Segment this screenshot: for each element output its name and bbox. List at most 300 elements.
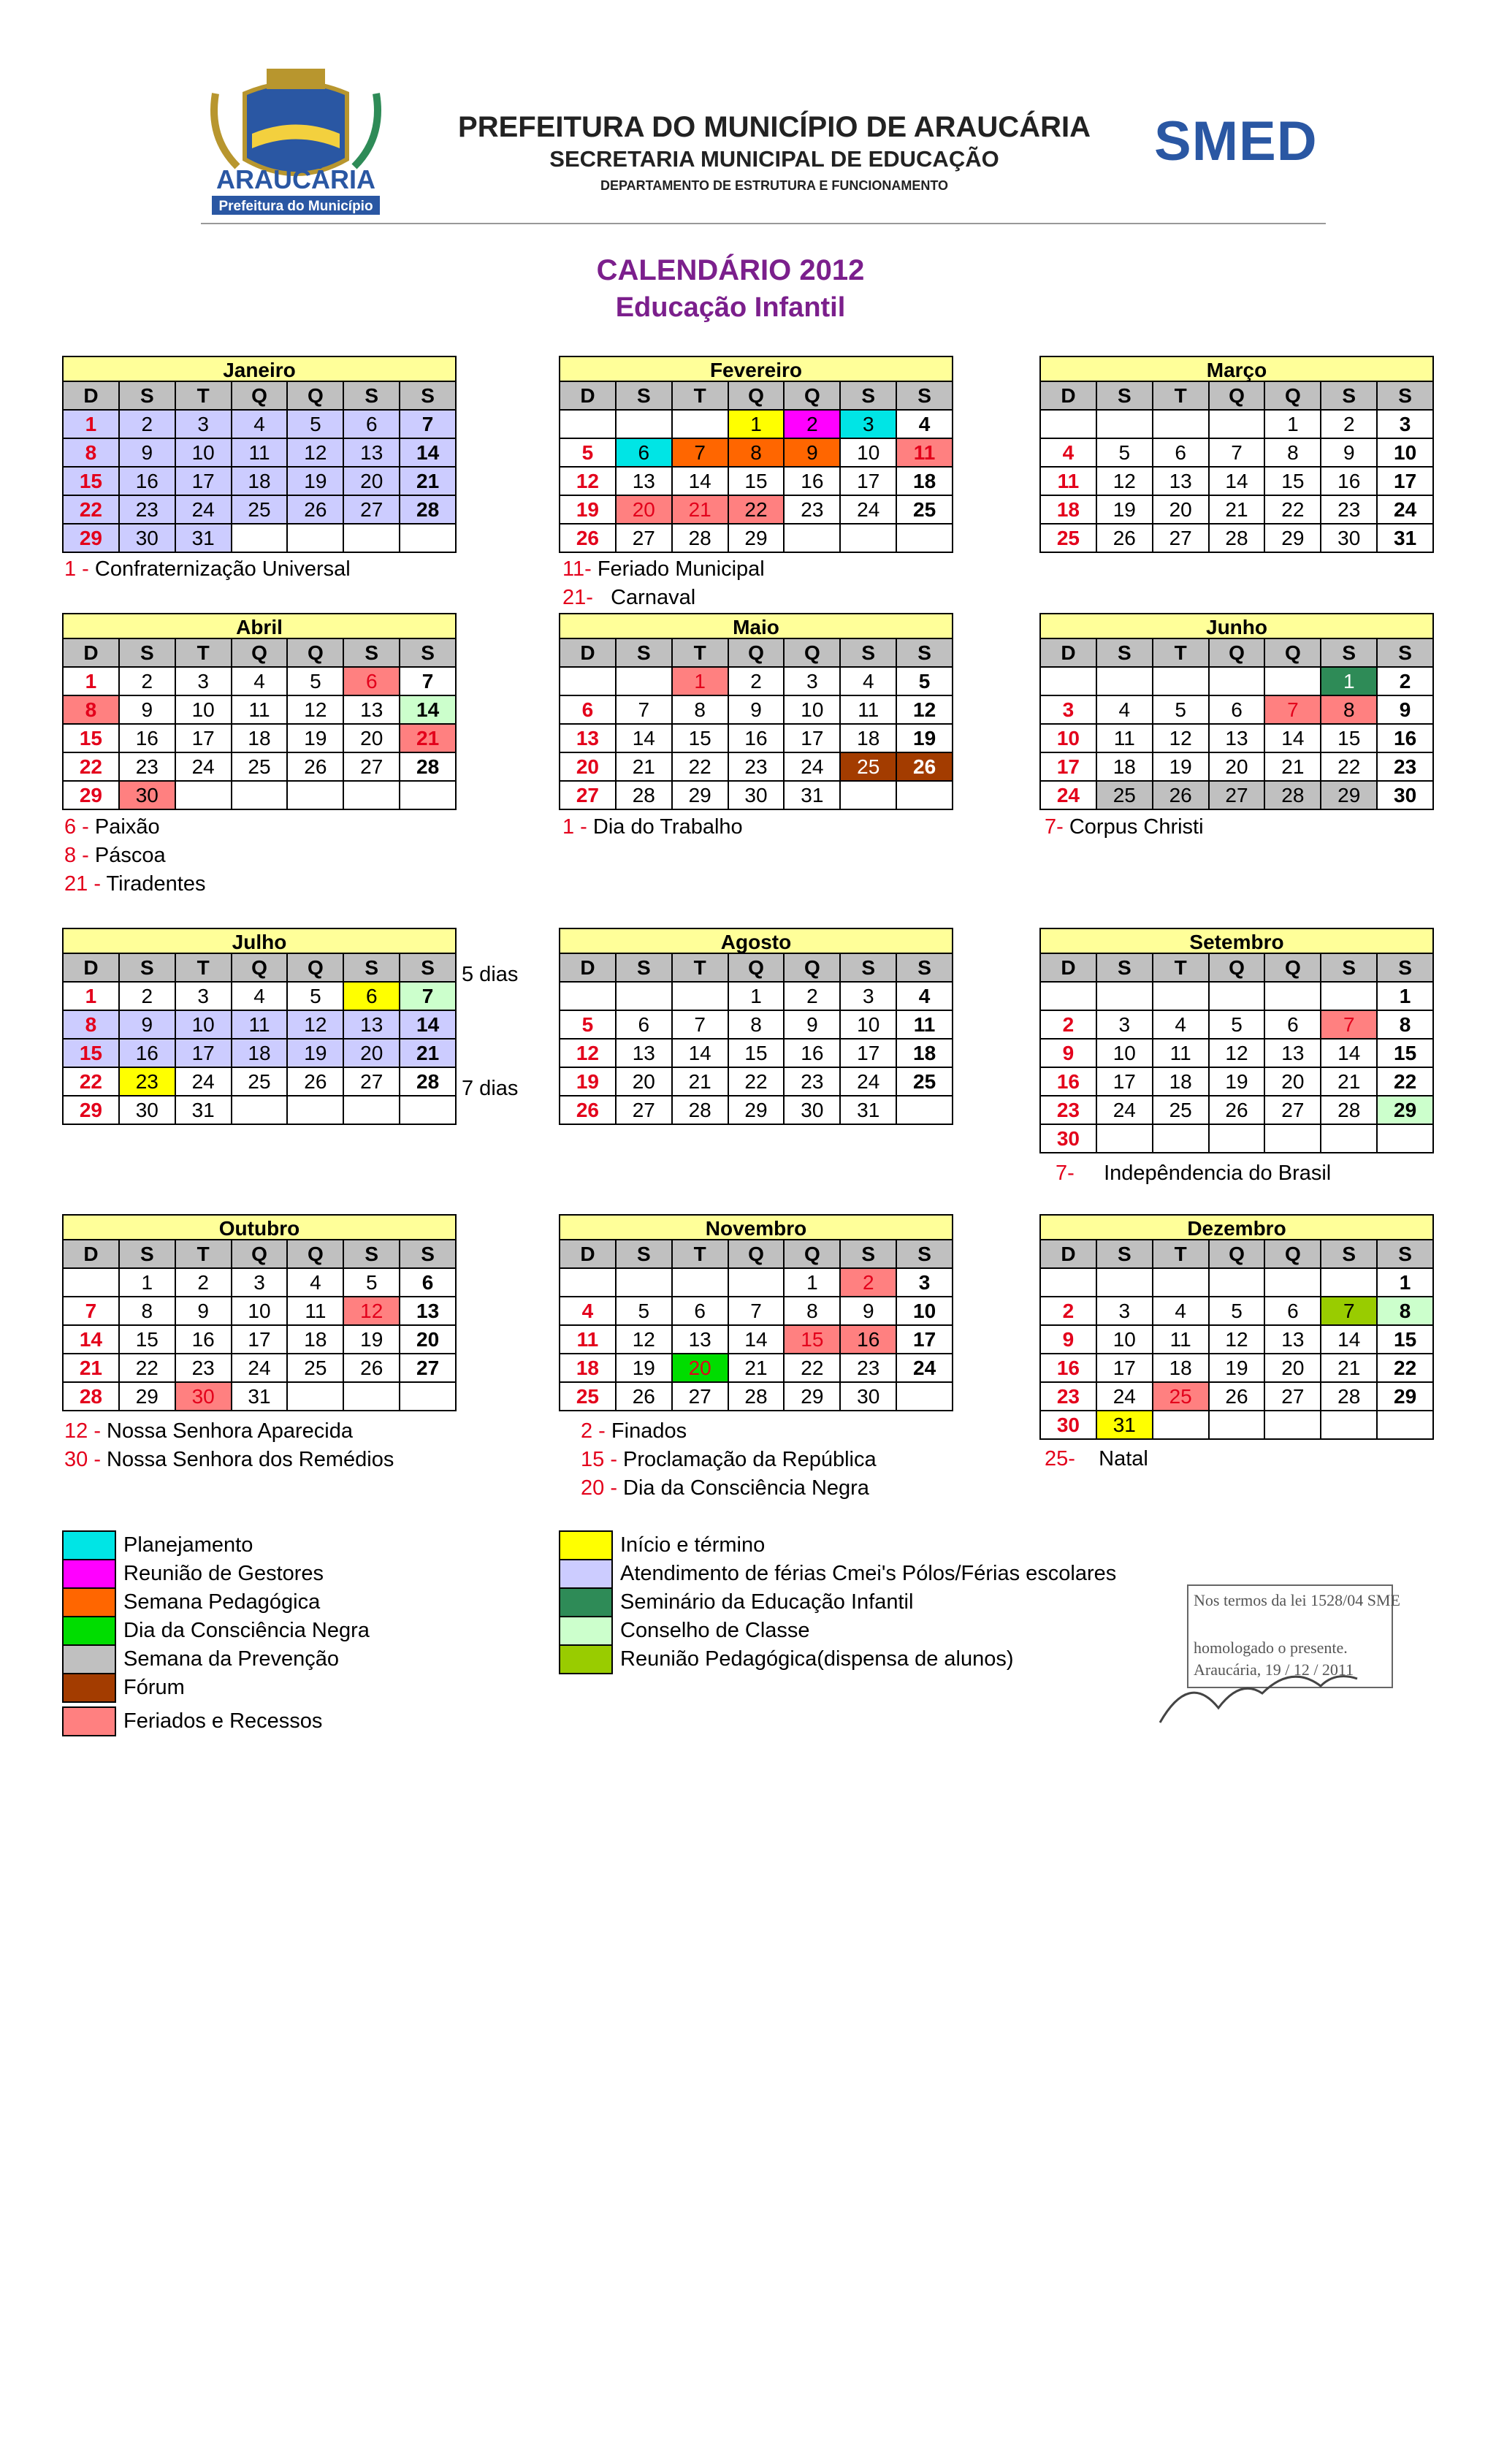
weekday-label: T bbox=[1153, 1240, 1210, 1269]
day-cell: 4 bbox=[1097, 696, 1153, 725]
stamp-line-3: Araucária, 19 / 12 / 2011 bbox=[1194, 1660, 1354, 1679]
legend-item-consciencia bbox=[62, 1616, 370, 1646]
day-cell: 25 bbox=[1041, 525, 1097, 553]
legend-label: Início e término bbox=[620, 1533, 766, 1557]
empty-cell bbox=[841, 782, 897, 810]
day-cell: 13 bbox=[400, 1297, 457, 1326]
month-title: Abril bbox=[62, 613, 457, 639]
day-cell: 21 bbox=[1210, 496, 1266, 525]
day-cell: 14 bbox=[64, 1326, 120, 1354]
notes-setembro bbox=[1056, 1159, 1331, 1188]
day-cell: 21 bbox=[1321, 1354, 1378, 1383]
note-text: Paixão bbox=[94, 815, 160, 839]
note-text: Indepêndencia do Brasil bbox=[1104, 1162, 1332, 1185]
note-line bbox=[562, 555, 765, 584]
day-cell: 29 bbox=[120, 1383, 176, 1411]
day-cell: 4 bbox=[232, 411, 289, 439]
day-cell: 16 bbox=[785, 468, 841, 496]
day-cell: 18 bbox=[288, 1326, 344, 1354]
day-cell: 24 bbox=[785, 753, 841, 782]
empty-cell bbox=[176, 782, 232, 810]
day-cell: 28 bbox=[1321, 1096, 1378, 1125]
day-cell: 12 bbox=[897, 696, 953, 725]
empty-cell bbox=[1265, 668, 1321, 696]
day-cell: 24 bbox=[176, 496, 232, 525]
day-cell: 18 bbox=[897, 1040, 953, 1068]
day-cell: 9 bbox=[729, 696, 785, 725]
legend-swatch bbox=[559, 1559, 613, 1589]
day-cell: 30 bbox=[1041, 1125, 1097, 1153]
day-cell: 6 bbox=[344, 668, 400, 696]
day-cell: 13 bbox=[344, 1011, 400, 1040]
note-date: 1 - bbox=[562, 815, 593, 839]
day-cell: 6 bbox=[560, 696, 617, 725]
empty-cell bbox=[1153, 1269, 1210, 1297]
note-line bbox=[581, 1474, 877, 1503]
empty-cell bbox=[897, 782, 953, 810]
empty-cell bbox=[344, 1383, 400, 1411]
day-cell: 20 bbox=[1265, 1068, 1321, 1096]
empty-cell bbox=[560, 1269, 617, 1297]
weekday-label: T bbox=[176, 382, 232, 411]
day-cell: 14 bbox=[400, 439, 457, 468]
note-date: 20 - bbox=[581, 1476, 624, 1500]
empty-cell bbox=[897, 525, 953, 553]
day-cell: 12 bbox=[344, 1297, 400, 1326]
day-cell: 21 bbox=[1321, 1068, 1378, 1096]
day-cell: 14 bbox=[617, 725, 673, 753]
weekday-label: Q bbox=[785, 954, 841, 983]
day-cell: 20 bbox=[617, 496, 673, 525]
day-cell: 29 bbox=[64, 525, 120, 553]
day-cell: 13 bbox=[344, 439, 400, 468]
day-cell: 19 bbox=[560, 1068, 617, 1096]
day-cell: 11 bbox=[841, 696, 897, 725]
day-cell: 5 bbox=[560, 439, 617, 468]
day-cell: 30 bbox=[1041, 1411, 1097, 1440]
empty-cell bbox=[617, 411, 673, 439]
day-cell: 3 bbox=[176, 411, 232, 439]
weekday-label: S bbox=[1378, 954, 1434, 983]
day-cell: 2 bbox=[176, 1269, 232, 1297]
notes-dezembro bbox=[1045, 1445, 1148, 1473]
day-cell: 16 bbox=[1041, 1068, 1097, 1096]
day-cell: 16 bbox=[120, 1040, 176, 1068]
day-cell: 15 bbox=[64, 1040, 120, 1068]
day-cell: 19 bbox=[897, 725, 953, 753]
empty-cell bbox=[1097, 1269, 1153, 1297]
month-junho bbox=[1039, 613, 1434, 810]
day-cell: 6 bbox=[344, 983, 400, 1011]
weekday-label: Q bbox=[785, 1240, 841, 1269]
day-cell: 20 bbox=[1210, 753, 1266, 782]
day-cell: 2 bbox=[120, 668, 176, 696]
day-cell: 11 bbox=[1153, 1040, 1210, 1068]
day-cell: 28 bbox=[617, 782, 673, 810]
weekday-label: Q bbox=[729, 954, 785, 983]
legend-item-gestores bbox=[62, 1559, 324, 1589]
weekday-label: Q bbox=[232, 1240, 289, 1269]
empty-cell bbox=[1321, 1125, 1378, 1153]
day-cell: 18 bbox=[232, 1040, 289, 1068]
legend-item-seminario bbox=[559, 1587, 913, 1617]
empty-cell bbox=[288, 782, 344, 810]
day-cell: 27 bbox=[673, 1383, 729, 1411]
weekday-label: T bbox=[673, 639, 729, 668]
day-cell: 1 bbox=[1378, 983, 1434, 1011]
weekday-label: Q bbox=[1265, 382, 1321, 411]
weekday-label: S bbox=[1097, 382, 1153, 411]
day-cell: 17 bbox=[897, 1326, 953, 1354]
day-cell: 24 bbox=[1097, 1096, 1153, 1125]
day-cell: 25 bbox=[232, 496, 289, 525]
day-cell: 31 bbox=[841, 1096, 897, 1125]
weekday-label: S bbox=[897, 639, 953, 668]
legend-item-reuniao bbox=[559, 1644, 1014, 1674]
empty-cell bbox=[1153, 1411, 1210, 1440]
day-cell: 15 bbox=[1378, 1040, 1434, 1068]
empty-cell bbox=[1321, 1411, 1378, 1440]
weekday-label: T bbox=[1153, 639, 1210, 668]
legend-label: Reunião Pedagógica(dispensa de alunos) bbox=[620, 1647, 1014, 1671]
day-cell: 21 bbox=[729, 1354, 785, 1383]
note-text: Finados bbox=[611, 1419, 687, 1443]
empty-cell bbox=[64, 1269, 120, 1297]
weekday-label: Q bbox=[729, 1240, 785, 1269]
month-title: Dezembro bbox=[1039, 1214, 1434, 1240]
note-line bbox=[64, 842, 205, 870]
day-cell: 7 bbox=[617, 696, 673, 725]
day-cell: 25 bbox=[232, 753, 289, 782]
day-cell: 22 bbox=[729, 1068, 785, 1096]
legend-swatch bbox=[559, 1644, 613, 1674]
month-março bbox=[1039, 356, 1434, 553]
day-cell: 1 bbox=[673, 668, 729, 696]
weekday-label: S bbox=[1378, 1240, 1434, 1269]
note-line bbox=[64, 1417, 394, 1446]
day-cell: 20 bbox=[560, 753, 617, 782]
day-cell: 13 bbox=[673, 1326, 729, 1354]
day-cell: 12 bbox=[1210, 1326, 1266, 1354]
day-cell: 17 bbox=[785, 725, 841, 753]
weekday-label: S bbox=[897, 1240, 953, 1269]
day-cell: 19 bbox=[1210, 1354, 1266, 1383]
day-cell: 13 bbox=[617, 1040, 673, 1068]
day-cell: 29 bbox=[1378, 1096, 1434, 1125]
weekday-label: S bbox=[1097, 639, 1153, 668]
day-cell: 10 bbox=[232, 1297, 289, 1326]
day-cell: 10 bbox=[1097, 1326, 1153, 1354]
weekday-label: Q bbox=[288, 382, 344, 411]
day-cell: 6 bbox=[673, 1297, 729, 1326]
note-text: Feriado Municipal bbox=[597, 557, 765, 581]
empty-cell bbox=[560, 983, 617, 1011]
day-cell: 12 bbox=[1153, 725, 1210, 753]
empty-cell bbox=[1041, 983, 1097, 1011]
day-cell: 18 bbox=[1041, 496, 1097, 525]
note-line bbox=[64, 870, 205, 899]
title-line-2: Educação Infantil bbox=[615, 292, 846, 323]
day-cell: 8 bbox=[785, 1297, 841, 1326]
month-outubro bbox=[62, 1214, 457, 1411]
day-cell: 2 bbox=[120, 983, 176, 1011]
day-cell: 8 bbox=[1378, 1297, 1434, 1326]
day-cell: 26 bbox=[1210, 1383, 1266, 1411]
logo-name: ARAUCÁRIA bbox=[216, 164, 375, 194]
day-cell: 29 bbox=[1265, 525, 1321, 553]
day-cell: 24 bbox=[841, 1068, 897, 1096]
note-text: Nossa Senhora dos Remédios bbox=[107, 1448, 394, 1471]
day-cell: 25 bbox=[560, 1383, 617, 1411]
empty-cell bbox=[1097, 411, 1153, 439]
day-cell: 3 bbox=[1378, 411, 1434, 439]
month-title: Novembro bbox=[559, 1214, 953, 1240]
notes-abril bbox=[64, 813, 205, 899]
day-cell: 15 bbox=[1378, 1326, 1434, 1354]
note-text: Proclamação da República bbox=[623, 1448, 877, 1471]
empty-cell bbox=[400, 525, 457, 553]
day-cell: 13 bbox=[560, 725, 617, 753]
day-cell: 19 bbox=[288, 1040, 344, 1068]
legend-item-prevencao bbox=[62, 1644, 339, 1674]
empty-cell bbox=[1097, 1125, 1153, 1153]
empty-cell bbox=[897, 1383, 953, 1411]
empty-cell bbox=[1041, 1269, 1097, 1297]
note-date: 21- bbox=[562, 586, 611, 609]
day-cell: 14 bbox=[1265, 725, 1321, 753]
day-cell: 2 bbox=[1321, 411, 1378, 439]
day-cell: 29 bbox=[1321, 782, 1378, 810]
weekday-label: S bbox=[617, 382, 673, 411]
day-cell: 19 bbox=[288, 468, 344, 496]
weekday-label: S bbox=[120, 382, 176, 411]
month-title: Setembro bbox=[1039, 928, 1434, 954]
empty-cell bbox=[1210, 983, 1266, 1011]
legend-label: Semana Pedagógica bbox=[123, 1590, 321, 1614]
day-cell: 5 bbox=[288, 668, 344, 696]
day-cell: 9 bbox=[120, 439, 176, 468]
day-cell: 14 bbox=[1321, 1326, 1378, 1354]
day-cell: 26 bbox=[1210, 1096, 1266, 1125]
org-line-2: SECRETARIA MUNICIPAL DE EDUCAÇÃO bbox=[549, 146, 999, 172]
day-cell: 9 bbox=[785, 439, 841, 468]
day-cell: 17 bbox=[232, 1326, 289, 1354]
weekday-label: D bbox=[64, 1240, 120, 1269]
empty-cell bbox=[344, 525, 400, 553]
day-cell: 18 bbox=[1153, 1068, 1210, 1096]
day-cell: 11 bbox=[560, 1326, 617, 1354]
legend-item-pedagogica bbox=[62, 1587, 320, 1617]
day-cell: 5 bbox=[897, 668, 953, 696]
day-cell: 11 bbox=[232, 1011, 289, 1040]
day-cell: 27 bbox=[1265, 1383, 1321, 1411]
weekday-label: Q bbox=[288, 1240, 344, 1269]
day-cell: 14 bbox=[673, 468, 729, 496]
note-date: 12 - bbox=[64, 1419, 107, 1443]
weekday-label: D bbox=[1041, 1240, 1097, 1269]
day-cell: 21 bbox=[400, 1040, 457, 1068]
empty-cell bbox=[288, 525, 344, 553]
weekday-label: S bbox=[120, 954, 176, 983]
empty-cell bbox=[1378, 1125, 1434, 1153]
day-cell: 20 bbox=[344, 468, 400, 496]
day-cell: 10 bbox=[176, 439, 232, 468]
day-cell: 1 bbox=[64, 411, 120, 439]
month-title: Maio bbox=[559, 613, 953, 639]
day-cell: 21 bbox=[64, 1354, 120, 1383]
araucaria-logo bbox=[201, 64, 391, 218]
day-cell: 9 bbox=[176, 1297, 232, 1326]
weekday-label: Q bbox=[1265, 954, 1321, 983]
day-cell: 5 bbox=[344, 1269, 400, 1297]
day-cell: 10 bbox=[1378, 439, 1434, 468]
month-janeiro bbox=[62, 356, 457, 553]
day-cell: 15 bbox=[1321, 725, 1378, 753]
day-cell: 8 bbox=[64, 1011, 120, 1040]
smed-brand: SMED bbox=[1154, 110, 1318, 172]
month-abril bbox=[62, 613, 457, 810]
stamp-line-1: Nos termos da lei 1528/04 SME bbox=[1194, 1591, 1400, 1609]
day-cell: 3 bbox=[1041, 696, 1097, 725]
month-title: Agosto bbox=[559, 928, 953, 954]
day-cell: 23 bbox=[1378, 753, 1434, 782]
note-line bbox=[1056, 1159, 1331, 1188]
note-line bbox=[64, 813, 205, 842]
day-cell: 25 bbox=[1097, 782, 1153, 810]
day-cell: 12 bbox=[288, 439, 344, 468]
weekday-label: S bbox=[344, 382, 400, 411]
day-cell: 15 bbox=[1265, 468, 1321, 496]
day-cell: 5 bbox=[617, 1297, 673, 1326]
empty-cell bbox=[617, 668, 673, 696]
empty-cell bbox=[1265, 1411, 1321, 1440]
day-cell: 23 bbox=[120, 753, 176, 782]
month-title: Junho bbox=[1039, 613, 1434, 639]
day-cell: 3 bbox=[785, 668, 841, 696]
day-cell: 22 bbox=[64, 1068, 120, 1096]
day-cell: 20 bbox=[1265, 1354, 1321, 1383]
day-cell: 27 bbox=[560, 782, 617, 810]
note-line bbox=[581, 1446, 877, 1474]
day-cell: 16 bbox=[1321, 468, 1378, 496]
day-cell: 30 bbox=[120, 525, 176, 553]
day-cell: 21 bbox=[673, 1068, 729, 1096]
empty-cell bbox=[1097, 983, 1153, 1011]
day-cell: 22 bbox=[1265, 496, 1321, 525]
day-cell: 30 bbox=[176, 1383, 232, 1411]
day-cell: 28 bbox=[400, 496, 457, 525]
day-cell: 29 bbox=[673, 782, 729, 810]
weekday-label: D bbox=[1041, 954, 1097, 983]
legend-label: Seminário da Educação Infantil bbox=[620, 1590, 914, 1614]
weekday-label: T bbox=[176, 639, 232, 668]
weekday-label: Q bbox=[232, 639, 289, 668]
note-date: 7- bbox=[1056, 1162, 1104, 1185]
day-cell: 26 bbox=[344, 1354, 400, 1383]
empty-cell bbox=[1210, 1269, 1266, 1297]
empty-cell bbox=[1153, 983, 1210, 1011]
day-cell: 16 bbox=[120, 468, 176, 496]
day-cell: 13 bbox=[1265, 1040, 1321, 1068]
day-cell: 4 bbox=[1153, 1011, 1210, 1040]
weekday-label: S bbox=[120, 639, 176, 668]
day-cell: 8 bbox=[120, 1297, 176, 1326]
day-cell: 30 bbox=[729, 782, 785, 810]
day-cell: 14 bbox=[400, 1011, 457, 1040]
day-cell: 3 bbox=[1097, 1011, 1153, 1040]
legend-swatch bbox=[62, 1706, 116, 1736]
day-cell: 1 bbox=[729, 983, 785, 1011]
weekday-label: Q bbox=[1210, 382, 1266, 411]
day-cell: 15 bbox=[64, 725, 120, 753]
day-cell: 18 bbox=[232, 725, 289, 753]
day-cell: 8 bbox=[673, 696, 729, 725]
empty-cell bbox=[1210, 1411, 1266, 1440]
day-cell: 3 bbox=[841, 411, 897, 439]
empty-cell bbox=[1041, 411, 1097, 439]
day-cell: 25 bbox=[897, 1068, 953, 1096]
day-cell: 15 bbox=[673, 725, 729, 753]
day-cell: 12 bbox=[560, 468, 617, 496]
day-cell: 17 bbox=[176, 468, 232, 496]
weekday-label: S bbox=[1097, 954, 1153, 983]
day-cell: 3 bbox=[176, 983, 232, 1011]
day-cell: 19 bbox=[344, 1326, 400, 1354]
empty-cell bbox=[400, 1383, 457, 1411]
day-cell: 7 bbox=[400, 983, 457, 1011]
month-title: Janeiro bbox=[62, 356, 457, 382]
empty-cell bbox=[1265, 1125, 1321, 1153]
weekday-label: Q bbox=[729, 382, 785, 411]
day-cell: 28 bbox=[673, 525, 729, 553]
day-cell: 20 bbox=[673, 1354, 729, 1383]
weekday-label: S bbox=[617, 954, 673, 983]
weekday-label: Q bbox=[729, 639, 785, 668]
day-cell: 29 bbox=[729, 525, 785, 553]
day-cell: 5 bbox=[560, 1011, 617, 1040]
day-cell: 2 bbox=[729, 668, 785, 696]
month-agosto bbox=[559, 928, 953, 1125]
day-cell: 21 bbox=[400, 468, 457, 496]
org-line-1: PREFEITURA DO MUNICÍPIO DE ARAUCÁRIA bbox=[458, 111, 1091, 143]
empty-cell bbox=[1153, 1125, 1210, 1153]
month-title: Fevereiro bbox=[559, 356, 953, 382]
day-cell: 14 bbox=[400, 696, 457, 725]
day-cell: 25 bbox=[288, 1354, 344, 1383]
month-novembro bbox=[559, 1214, 953, 1411]
day-cell: 11 bbox=[232, 696, 289, 725]
day-cell: 6 bbox=[617, 439, 673, 468]
notes-janeiro bbox=[64, 555, 351, 584]
day-cell: 7 bbox=[1265, 696, 1321, 725]
day-cell: 29 bbox=[64, 1096, 120, 1125]
day-cell: 28 bbox=[1265, 782, 1321, 810]
weekday-label: Q bbox=[288, 639, 344, 668]
day-cell: 23 bbox=[785, 496, 841, 525]
logo-subtitle: Prefeitura do Município bbox=[218, 199, 373, 214]
month-setembro bbox=[1039, 928, 1434, 1153]
day-cell: 7 bbox=[400, 668, 457, 696]
day-cell: 19 bbox=[1153, 753, 1210, 782]
day-cell: 29 bbox=[729, 1096, 785, 1125]
day-cell: 3 bbox=[897, 1269, 953, 1297]
notes-novembro bbox=[581, 1417, 877, 1503]
approval-stamp bbox=[1145, 1584, 1401, 1737]
day-cell: 31 bbox=[232, 1383, 289, 1411]
day-cell: 20 bbox=[344, 725, 400, 753]
month-title: Julho bbox=[62, 928, 457, 954]
day-cell: 18 bbox=[1153, 1354, 1210, 1383]
